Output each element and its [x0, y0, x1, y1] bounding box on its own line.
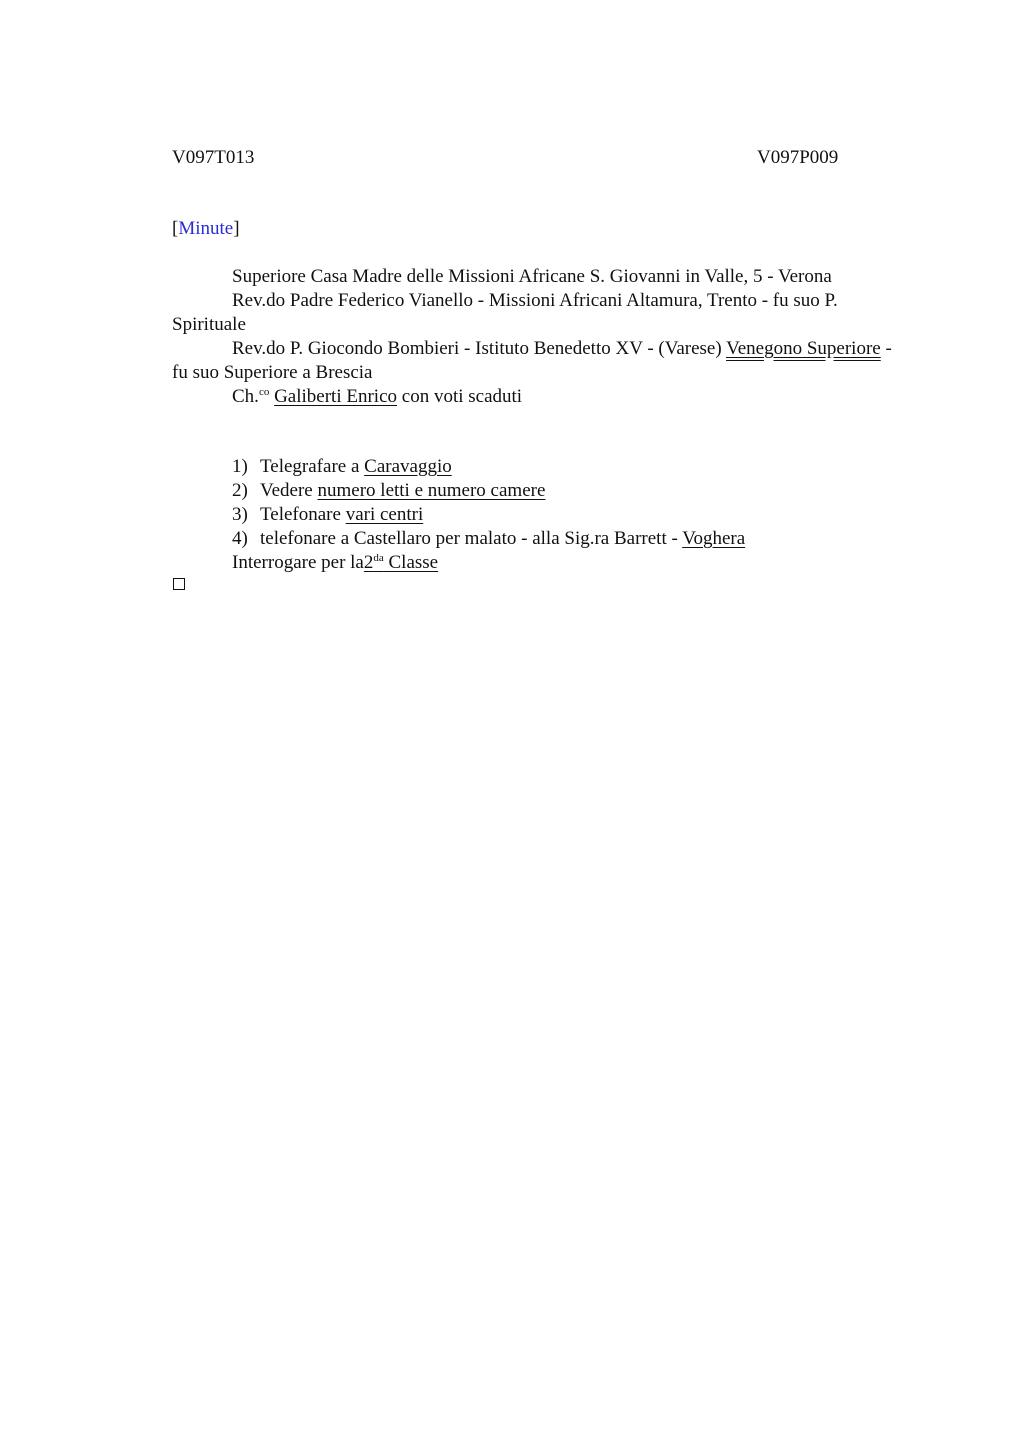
address-line-3 [172, 337, 902, 385]
task-text-underlined: Caravaggio [364, 456, 452, 477]
task-number: 3) [232, 504, 248, 525]
final-line-number: 2 [363, 552, 374, 573]
task-item [232, 455, 745, 479]
task-item [232, 479, 745, 503]
address-line-4 [172, 385, 902, 409]
task-number: 2) [232, 480, 248, 501]
address-line-1: Superiore Casa Madre delle Missioni Africane S. Giovanni in Valle, 5 - Verona [232, 266, 832, 287]
minute-section-tag [172, 217, 240, 241]
task-item [232, 503, 745, 527]
task-text-pre: Telefonare [260, 504, 346, 525]
task-number: 1) [232, 456, 248, 477]
final-line [232, 551, 745, 575]
address-line-4-name: Galiberti Enrico [274, 386, 398, 407]
checkbox-square-icon [173, 578, 185, 590]
final-line-sup: da [373, 552, 384, 564]
final-line-word: Classe [383, 552, 439, 573]
task-text-underlined: Voghera [682, 528, 746, 549]
address-line-2: Rev.do Padre Federico Vianello - Missioni Africani Altamura, Trento - fu suo P. Spirituale [172, 290, 838, 335]
task-text-underlined: numero letti e numero camere [317, 480, 546, 501]
open-bracket: [ [172, 218, 179, 239]
task-item [232, 527, 745, 551]
task-number: 4) [232, 528, 248, 549]
address-list [172, 265, 902, 409]
address-line-3-place: Venegono Superiore [726, 338, 881, 359]
task-text-pre: Vedere [260, 480, 318, 501]
address-line-4-post: con voti scaduti [397, 386, 523, 407]
task-text-pre: Telegrafare a [260, 456, 365, 477]
task-list [232, 455, 745, 575]
document-code-right: V097P009 [757, 147, 839, 168]
task-text-underlined: vari centri [345, 504, 424, 525]
document-code-left: V097T013 [172, 147, 255, 168]
task-text [260, 527, 745, 551]
task-text [260, 455, 452, 479]
task-text-pre: telefonare a Castellaro per malato - alla Sig.ra Barrett - [260, 528, 683, 549]
address-line-3-post: - fu suo Superiore a Brescia [172, 338, 892, 383]
task-text [260, 503, 423, 527]
task-text [260, 479, 545, 503]
address-line-4-pre: Ch. [232, 386, 259, 407]
close-bracket: ] [233, 218, 240, 239]
minute-label: Minute [178, 218, 234, 239]
address-line-3-pre: Rev.do P. Giocondo Bombieri - Istituto Benedetto XV - (Varese) [232, 338, 727, 359]
address-line-4-sup: co [258, 386, 270, 398]
final-line-underlined [364, 551, 438, 575]
final-line-pre: Interrogare per la [232, 552, 364, 573]
